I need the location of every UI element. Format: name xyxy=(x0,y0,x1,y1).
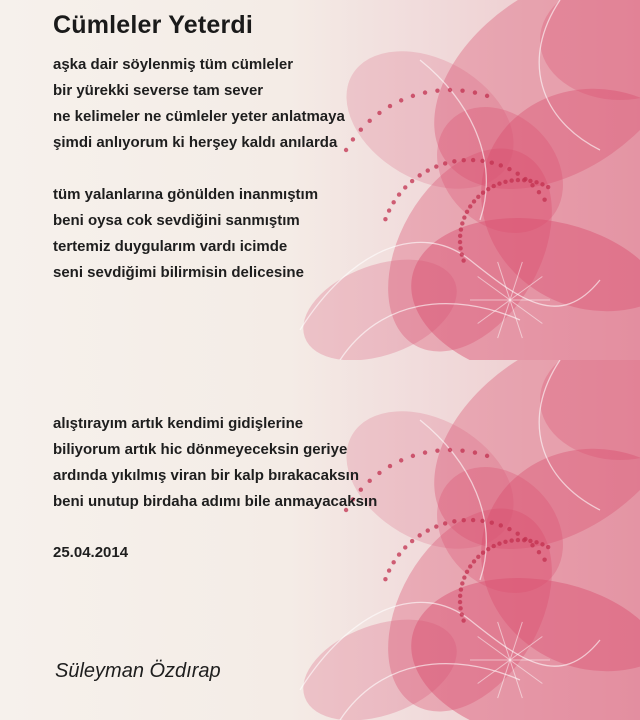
poem-line: alıştırayım artık kendimi gidişlerine xyxy=(53,415,304,432)
poem-line: ardında yıkılmış viran bir kalp bırakacaksın xyxy=(53,467,359,484)
poem-line: tertemiz duygularım vardı icimde xyxy=(53,238,288,255)
poem-line: bir yürekki severse tam sever xyxy=(53,82,264,99)
poem-line: beni unutup birdaha adımı bile anmayacaksın xyxy=(53,493,378,510)
stanza-2 xyxy=(53,182,318,286)
poem-line: aşka dair söylenmiş tüm cümleler xyxy=(53,56,294,73)
poem-line: beni oysa cok sevdiğini sanmıştım xyxy=(53,212,300,229)
stanza-3 xyxy=(53,411,377,515)
poem-line: tüm yalanlarına gönülden inanmıştım xyxy=(53,186,319,203)
poem-title: Cümleler Yeterdi xyxy=(53,11,254,39)
stanza-1 xyxy=(53,52,345,156)
poem-line: ne kelimeler ne cümleler yeter anlatmaya xyxy=(53,108,345,125)
poem-date: 25.04.2014 xyxy=(53,544,129,561)
poem-line: seni sevdiğimi bilirmisin delicesine xyxy=(53,264,304,281)
poem-line: şimdi anlıyorum ki herşey kaldı anılarda xyxy=(53,134,338,151)
poem-line: biliyorum artık hic dönmeyeceksin geriye xyxy=(53,441,348,458)
poem-author: Süleyman Özdırap xyxy=(55,660,221,682)
